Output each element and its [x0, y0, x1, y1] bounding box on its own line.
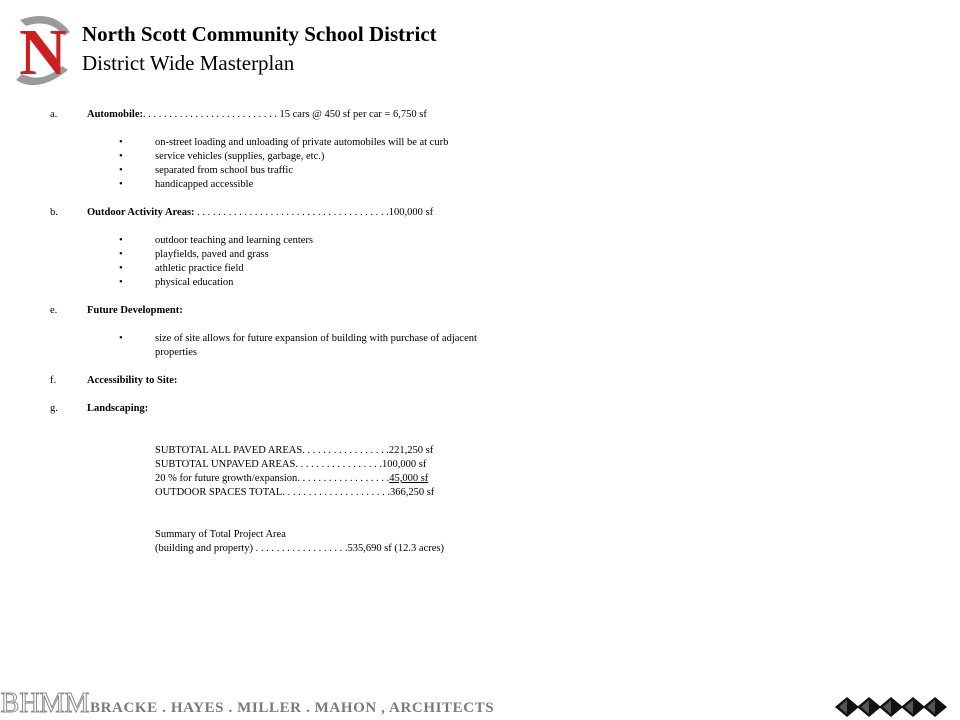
total-row: SUBTOTAL UNPAVED AREAS . . . . . . . . . . . . . . . . . 100,000 sf — [155, 459, 427, 470]
summary-line: Summary of Total Project Area — [155, 529, 286, 540]
section-heading: Landscaping: — [87, 403, 149, 414]
section-outdoor-activity — [50, 206, 480, 290]
bullet-icon: • — [119, 151, 123, 162]
bullet-icon: • — [119, 137, 123, 148]
section-value: 100,000 sf — [388, 207, 434, 218]
section-heading: Future Development: — [87, 305, 183, 316]
total-row: OUTDOOR SPACES TOTAL . . . . . . . . . . . . . . . . . . . . . 366,250 sf — [155, 487, 435, 498]
list-item: • athletic practice field — [119, 263, 244, 274]
list-item: • service vehicles (supplies, garbage, etc.) — [119, 151, 325, 162]
bullet-icon: • — [119, 179, 123, 190]
firm-name: BRACKE . HAYES . MILLER . MAHON , ARCHITECTS — [90, 700, 495, 716]
bullet-icon: • — [119, 249, 123, 260]
bullet-icon: • — [119, 235, 123, 246]
section-heading: Outdoor Activity Areas: — [87, 207, 195, 218]
section-letter: a. — [50, 109, 58, 120]
leader-dots: . . . . . . . . . . . . . . . . . . . . . . . . . . — [143, 109, 280, 120]
summary-line: (building and property) . . . . . . . . . . . . . . . . . .535,690 sf (12.3 acres) — [155, 543, 444, 554]
firm-logo-text: BHMM — [0, 688, 90, 719]
list-item: • size of site allows for future expansion of building with purchase of adjacent properties — [119, 333, 477, 358]
section-letter: g. — [50, 403, 58, 414]
firm-logo — [0, 688, 90, 719]
list-item: • separated from school bus traffic — [119, 165, 294, 176]
section-future-development — [50, 304, 480, 360]
section-automobile — [50, 108, 480, 192]
section-accessibility — [50, 374, 480, 388]
leader-dots: . . . . . . . . . . . . . . . . . . . . . . . . . . . . . . . . . . . . . — [194, 207, 389, 218]
total-row: SUBTOTAL ALL PAVED AREAS . . . . . . . . . . . . . . . . . 221,250 sf — [155, 445, 434, 456]
totals-block — [155, 444, 480, 500]
section-letter: e. — [50, 305, 58, 316]
bullet-list — [50, 234, 480, 290]
section-value: 15 cars @ 450 sf per car = 6,750 sf — [279, 109, 427, 120]
bullet-icon: • — [119, 333, 123, 344]
section-letter: b. — [50, 207, 58, 218]
section-letter: f. — [50, 375, 57, 386]
bullet-list — [50, 332, 480, 360]
list-item: • playfields, paved and grass — [119, 249, 269, 260]
section-heading: Automobile: — [87, 109, 143, 120]
bullet-list — [50, 136, 480, 192]
bullet-icon: • — [119, 165, 123, 176]
document-body — [50, 108, 480, 556]
list-item: • handicapped accessible — [119, 179, 254, 190]
list-item: • outdoor teaching and learning centers — [119, 235, 314, 246]
page-title: North Scott Community School District — [82, 22, 437, 46]
section-landscaping — [50, 402, 480, 416]
total-row: 20 % for future growth/expansion . . . . . . . . . . . . . . . . . . 45,000 sf — [155, 473, 429, 484]
section-heading: Accessibility to Site: — [87, 375, 178, 386]
page-subtitle: District Wide Masterplan — [82, 51, 295, 75]
summary-block — [155, 528, 480, 556]
list-item: • physical education — [119, 277, 234, 288]
nav-arrow-icon[interactable] — [922, 696, 948, 718]
bullet-icon: • — [119, 277, 123, 288]
bullet-icon: • — [119, 263, 123, 274]
district-logo — [12, 14, 74, 88]
list-item: • on-street loading and unloading of private automobiles will be at curb — [119, 137, 449, 148]
logo-letter: N — [19, 16, 67, 89]
slide-navigation — [838, 696, 948, 718]
